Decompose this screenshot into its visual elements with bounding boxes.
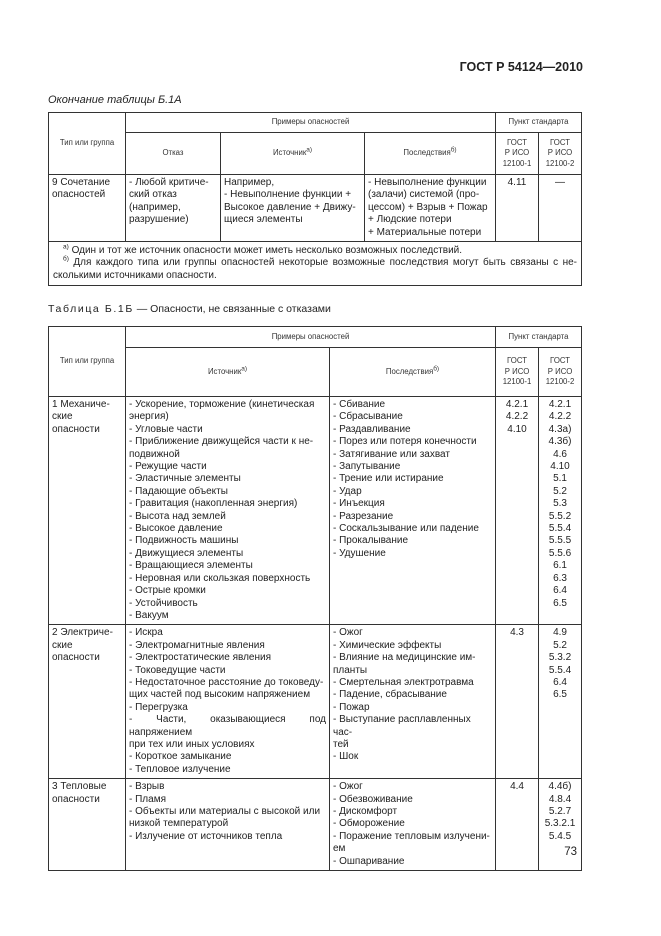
cell-line: 4.9 <box>553 627 567 639</box>
cell-line: - Сбрасывание <box>333 411 403 423</box>
row-source: Например, - Невыполнение функции + Высокое давление + Движу- щиеся элементы <box>221 175 365 242</box>
hazard-table-1a <box>48 112 582 286</box>
cell-line: 4.10 <box>507 423 527 435</box>
cell-line: - Подвижность машины <box>129 535 239 547</box>
col-gost2-header: ГОСТ Р ИСО 12100-2 <box>539 348 582 397</box>
cell-line: - Ожог <box>333 781 363 793</box>
cell-line: 5.5.6 <box>548 547 572 559</box>
cell-line: - Излучение от источников тепла <box>129 830 283 842</box>
cell-line: 5.5.4 <box>548 664 572 676</box>
row-type <box>49 625 126 779</box>
row-consequences <box>330 397 496 625</box>
cell-line: - Химические эффекты <box>333 639 442 651</box>
col-gost1-header: ГОСТ Р ИСО 12100-1 <box>496 133 539 175</box>
col-clause-header: Пункт стандарта <box>496 113 582 133</box>
cell-line: - Острые кромки <box>129 585 206 597</box>
cell-line: - Эластичные элементы <box>129 473 241 485</box>
cell-line: 5.3 <box>553 498 567 510</box>
cell-line: - Высокое давление <box>129 523 223 535</box>
col-consequence-header: Последствия$^{б)}$ <box>365 133 496 175</box>
cell-line: - Инъекция <box>333 498 385 510</box>
cell-line: - Затягивание или захват <box>333 448 450 460</box>
cell-line: низкой температурой <box>129 818 229 830</box>
cell-line: 4.3а) <box>548 423 572 435</box>
cell-line: - Перегрузка <box>129 701 188 713</box>
note-a: $^{а)}$ Один и тот же источник опасности может иметь несколько возможных последствий. <box>63 243 463 257</box>
cell-line: - Объекты или материалы с высокой или <box>129 806 321 817</box>
cell-line: - Обморожение <box>333 818 405 830</box>
hazard-table-1b <box>48 326 582 871</box>
cell-line: - Дискомфорт <box>333 806 398 817</box>
cell-line: - Обезвоживание <box>333 793 413 805</box>
cell-line: 2 Электриче- <box>52 627 113 639</box>
cell-line: - Высота над землей <box>129 510 226 522</box>
cell-line: - Выступание расплавленных час- <box>333 714 471 738</box>
cell-line: - Поражение тепловым излучени- <box>333 830 490 842</box>
col-gost1-header: ГОСТ Р ИСО 12100-1 <box>496 348 539 397</box>
row-sources <box>126 779 330 871</box>
cell-line: - Токоведущие части <box>129 664 226 676</box>
table-notes <box>49 242 582 286</box>
cell-line: 4.4 <box>510 781 524 793</box>
row-gost1-clauses <box>496 397 539 625</box>
cell-line: - Удар <box>333 485 362 497</box>
cell-line: - Запутывание <box>333 461 401 473</box>
row-gost2-clause: — <box>539 175 582 242</box>
cell-line: 4.3 <box>510 627 524 639</box>
col-clause-header: Пункт стандарта <box>496 327 582 348</box>
cell-line: планты <box>333 664 368 676</box>
cell-line: 4.3б) <box>548 436 572 448</box>
cell-line: - Приближение движущейся части к не- <box>129 436 314 448</box>
cell-line: - Вакуум <box>129 609 169 621</box>
note-b: $^{б)}$ Для каждого типа или группы опасностей некоторые возможные последствия могут быть связаны с не-сколькими источниками опасности. <box>53 256 578 281</box>
table1-caption: Окончание таблицы Б.1А <box>48 94 182 106</box>
cell-line: - Пламя <box>129 793 166 805</box>
cell-line: 4.10 <box>550 461 570 473</box>
cell-line: - Недостаточное расстояние до токоведу- <box>129 676 324 688</box>
cell-line: 5.5.4 <box>548 523 572 535</box>
cell-line: - Шок <box>333 751 359 763</box>
row-consequence: - Невыполнение функции (залачи) системой (про- цессом) + Взрыв + Пожар + Людские потери + Материальные потери <box>365 175 496 242</box>
cell-line: - Разрезание <box>333 510 394 522</box>
col-type-header: Тип или группа <box>49 327 126 397</box>
cell-line: - Падающие объекты <box>129 485 228 497</box>
row-failure: - Любой критиче- ский отказ (например, разрушение) <box>126 175 221 242</box>
col-source-header: Источник$^{а)}$ <box>221 133 365 175</box>
cell-line: 6.3 <box>553 572 567 584</box>
cell-line: - Движущиеся элементы <box>129 547 244 559</box>
cell-line: 3 Тепловые <box>52 781 107 793</box>
row-type <box>49 397 126 625</box>
cell-line: 5.3.2.1 <box>544 818 576 830</box>
cell-line: подвижной <box>129 448 180 460</box>
cell-line: 5.2.7 <box>548 806 572 817</box>
row-consequences <box>330 625 496 779</box>
cell-line: щих частей под высоким напряжением <box>129 689 311 701</box>
cell-line: 5.5.5 <box>548 535 572 547</box>
cell-line: - Влияние на медицинские им- <box>333 652 476 664</box>
standard-number: ГОСТ Р 54124—2010 <box>459 60 583 74</box>
cell-line: 6.4 <box>553 585 567 597</box>
row-gost1-clauses <box>496 625 539 779</box>
cell-line: - Неровная или скользкая поверхность <box>129 572 311 584</box>
cell-line: 4.2.1 <box>505 399 529 410</box>
cell-line: - Режущие части <box>129 461 207 473</box>
row-type: 9 Сочетание опасностей <box>49 175 126 242</box>
cell-line: ские опасности <box>52 639 100 664</box>
cell-line: - Вращающиеся элементы <box>129 560 253 572</box>
cell-line: ские опасности <box>52 411 100 435</box>
cell-line: - Падение, сбрасывание <box>333 689 447 701</box>
cell-line: 4.6 <box>553 448 567 460</box>
col-examples-header: Примеры опасностей <box>126 113 496 133</box>
cell-line: - Ошпаривание <box>333 855 405 867</box>
cell-line: 1 Механиче- <box>52 399 110 410</box>
cell-line: 6.1 <box>553 560 567 572</box>
cell-line: опасности <box>52 793 100 805</box>
cell-line: 6.5 <box>553 689 567 701</box>
cell-line: - Части, оказывающиеся под напряжением <box>129 714 326 738</box>
page-number: 73 <box>564 846 577 858</box>
cell-line: - Электростатические явления <box>129 652 272 664</box>
cell-line: 5.1 <box>553 473 567 485</box>
cell-line: - Ожог <box>333 627 363 639</box>
cell-line: - Трение или истирание <box>333 473 444 485</box>
col-type-header: Тип или группа <box>49 113 126 175</box>
col-consequence-header: Последствия$^{б)}$ <box>330 348 496 397</box>
cell-line: ем <box>333 843 346 855</box>
cell-line: - Сбивание <box>333 399 386 410</box>
cell-line: - Короткое замыкание <box>129 751 232 763</box>
cell-line: энергия) <box>129 411 169 423</box>
row-consequences <box>330 779 496 871</box>
row-sources <box>126 625 330 779</box>
cell-line: - Раздавливание <box>333 423 411 435</box>
cell-line: 4.2.2 <box>548 411 572 423</box>
cell-line: при тех или иных условиях <box>129 738 255 750</box>
cell-line: 6.4 <box>553 676 567 688</box>
cell-line: - Смертельная электротравма <box>333 676 474 688</box>
cell-line: - Взрыв <box>129 781 165 793</box>
row-gost2-clauses <box>539 625 582 779</box>
table2-caption: Таблица Б.1Б — Опасности, не связанные с отказами <box>48 303 331 315</box>
cell-line: - Искра <box>129 627 163 639</box>
cell-line: 4.8.4 <box>548 793 572 805</box>
cell-line: 5.2 <box>553 639 567 651</box>
cell-line: 4.2.1 <box>548 399 572 410</box>
cell-line: 4.2.2 <box>505 411 529 423</box>
cell-line: - Тепловое излучение <box>129 763 231 775</box>
cell-line: 4.4б) <box>548 781 572 793</box>
cell-line: 5.5.2 <box>548 510 572 522</box>
cell-line: 5.2 <box>553 485 567 497</box>
cell-line: 5.3.2 <box>548 652 572 664</box>
cell-line: - Соскальзывание или падение <box>333 523 479 535</box>
cell-line: - Электромагнитные явления <box>129 639 265 651</box>
col-failure-header: Отказ <box>126 133 221 175</box>
cell-line: 5.4.5 <box>548 830 572 842</box>
row-gost2-clauses <box>539 397 582 625</box>
cell-line: - Прокалывание <box>333 535 409 547</box>
cell-line: - Гравитация (накопленная энергия) <box>129 498 298 510</box>
col-examples-header: Примеры опасностей <box>126 327 496 348</box>
row-sources <box>126 397 330 625</box>
cell-line: - Удушение <box>333 547 386 559</box>
cell-line: - Устойчивость <box>129 597 198 609</box>
row-gost1-clauses <box>496 779 539 871</box>
cell-line: - Ускорение, торможение (кинетическая <box>129 399 315 410</box>
cell-line: 6.5 <box>553 597 567 609</box>
cell-line: - Угловые части <box>129 423 203 435</box>
cell-line: - Порез или потеря конечности <box>333 436 477 448</box>
col-gost2-header: ГОСТ Р ИСО 12100-2 <box>539 133 582 175</box>
row-type <box>49 779 126 871</box>
col-source-header: Источник$^{а)}$ <box>126 348 330 397</box>
row-gost1-clause: 4.11 <box>496 175 539 242</box>
cell-line: тей <box>333 738 349 750</box>
cell-line: - Пожар <box>333 701 370 713</box>
